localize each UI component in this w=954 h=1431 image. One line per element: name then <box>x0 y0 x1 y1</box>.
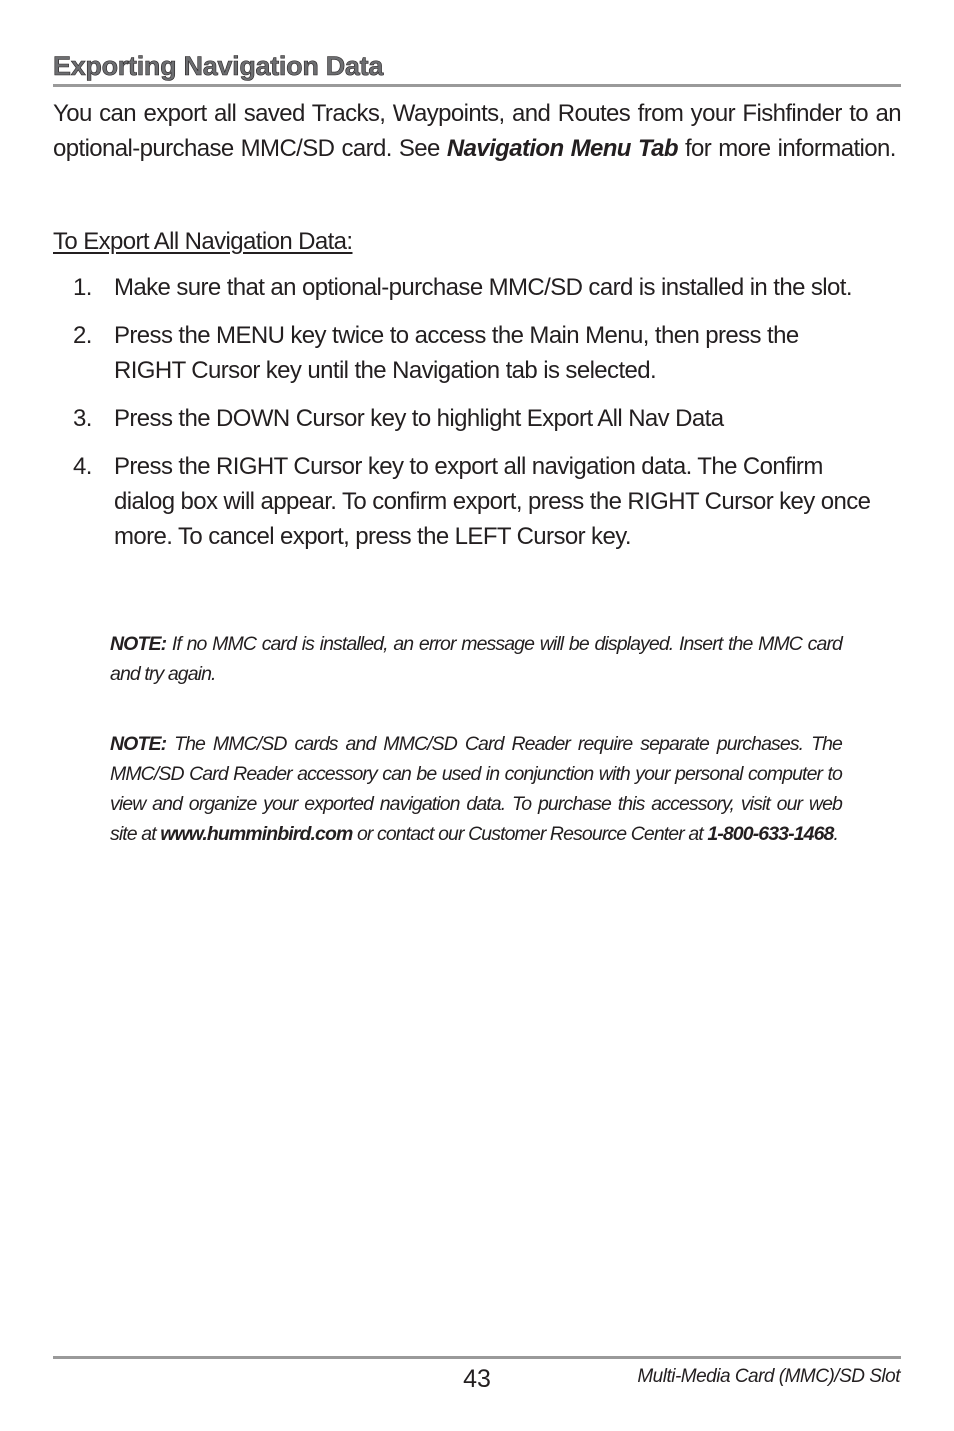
note-label: NOTE: <box>110 733 167 755</box>
page-title: Exporting Navigation Data <box>53 51 384 81</box>
navigation-menu-tab-reference: Navigation Menu Tab <box>446 135 678 162</box>
website-link: www.humminbird.com <box>160 823 353 845</box>
note-text-middle: or contact our Customer Resource Center at <box>352 823 708 845</box>
title-divider <box>53 84 901 87</box>
step-text: Make sure that an optional-purchase MMC/SD card is installed in the slot. <box>114 274 852 301</box>
step-item <box>53 318 901 388</box>
note-separate-purchase <box>110 729 842 849</box>
intro-text-after: for more information. <box>677 135 896 162</box>
step-text: Press the DOWN Cursor key to highlight Export All Nav Data <box>114 405 724 432</box>
note-text-after: . <box>833 823 839 845</box>
step-text: Press the RIGHT Cursor key to export all navigation data. The Confirm dialog box will appear. To confirm export, press the RIGHT Cursor key once more. To cancel export, press the LEFT Cursor key. <box>114 453 871 550</box>
note-text-before: The MMC/SD cards and MMC/SD Card Reader require separate purchases. The MMC/SD Card Reader accessory can be used in conjunction with your personal computer to view and organize your exported navigation data. To purchase this accessory, visit our web site at <box>110 733 842 845</box>
note-label: NOTE: <box>110 633 167 655</box>
page-number: 43 <box>463 1365 491 1393</box>
intro-text-before: You can export all saved Tracks, Waypoints, and Routes from your Fishfinder to an optional-purchase MMC/SD card. See <box>53 100 901 162</box>
procedure-heading: To Export All Navigation Data: <box>53 228 353 255</box>
footer-divider <box>53 1356 901 1359</box>
note-no-card <box>110 629 842 689</box>
step-number: 1. <box>73 274 92 301</box>
note-text: If no MMC card is installed, an error message will be displayed. Insert the MMC card and try again. <box>110 633 842 685</box>
step-number: 4. <box>73 453 92 480</box>
footer-chapter-title: Multi-Media Card (MMC)/SD Slot <box>637 1366 900 1387</box>
step-number: 2. <box>73 322 92 349</box>
procedure-steps <box>53 270 901 567</box>
phone-number: 1-800-633-1468 <box>707 823 834 845</box>
step-item <box>53 401 901 436</box>
step-text: Press the MENU key twice to access the Main Menu, then press the RIGHT Cursor key until the Navigation tab is selected. <box>114 322 799 384</box>
intro-paragraph <box>53 96 901 166</box>
step-item <box>53 270 901 305</box>
step-number: 3. <box>73 405 92 432</box>
step-item <box>53 449 901 554</box>
